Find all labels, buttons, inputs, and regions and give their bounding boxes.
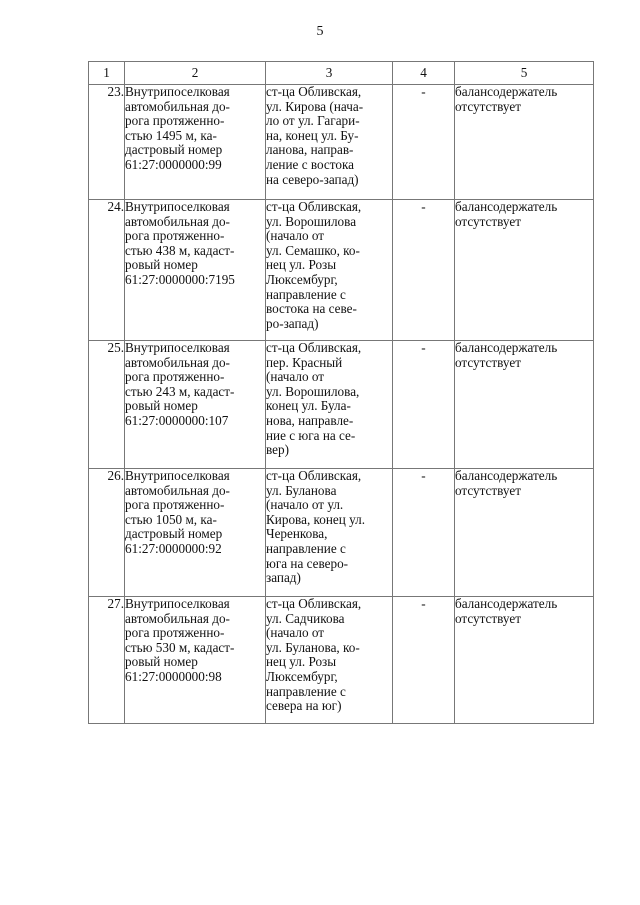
object-location-line: Люксембург, bbox=[266, 668, 338, 684]
object-location-line: севера на юг) bbox=[266, 698, 342, 714]
row-number: 24. bbox=[89, 200, 125, 341]
object-description-line: рога протяженно- bbox=[125, 497, 225, 513]
table-row bbox=[89, 85, 594, 200]
object-location bbox=[266, 469, 393, 597]
object-location-line: ление с востока bbox=[266, 156, 355, 172]
object-location-line: ст-ца Обливская, bbox=[266, 468, 362, 483]
balance-holder bbox=[455, 341, 594, 469]
object-description-line: дастровый номер bbox=[125, 142, 223, 158]
object-description bbox=[125, 341, 266, 469]
object-description-line: стью 438 м, кадаст- bbox=[125, 242, 235, 258]
object-location-line: (начало от bbox=[266, 369, 325, 385]
object-location-line: вер) bbox=[266, 442, 289, 458]
row-number: 27. bbox=[89, 597, 125, 724]
row-number: 23. bbox=[89, 85, 125, 200]
road-registry-table bbox=[88, 61, 594, 724]
object-description-line: Внутрипоселковая bbox=[125, 340, 230, 355]
object-location-line: ст-ца Обливская, bbox=[266, 340, 362, 355]
object-description bbox=[125, 85, 266, 200]
balance-holder-line: балансодержатель bbox=[455, 340, 558, 355]
object-location-line: направление с bbox=[266, 540, 346, 556]
table-header-row bbox=[89, 62, 594, 85]
registration-info: - bbox=[393, 85, 455, 200]
object-description-line: рога протяженно- bbox=[125, 625, 225, 641]
table-row bbox=[89, 341, 594, 469]
object-location-line: ул. Садчикова bbox=[266, 610, 345, 626]
column-header: 2 bbox=[125, 62, 266, 85]
table-row bbox=[89, 200, 594, 341]
balance-holder bbox=[455, 597, 594, 724]
object-location-line: Кирова, конец ул. bbox=[266, 511, 366, 527]
object-location-line: ро-запад) bbox=[266, 315, 319, 331]
object-description-line: автомобильная до- bbox=[125, 482, 230, 498]
balance-holder-line: балансодержатель bbox=[455, 468, 558, 483]
object-location bbox=[266, 597, 393, 724]
object-description-line: автомобильная до- bbox=[125, 98, 230, 114]
object-location-line: востока на севе- bbox=[266, 301, 357, 317]
object-location-line: Люксембург, bbox=[266, 271, 338, 287]
object-description-line: 61:27:0000000:92 bbox=[125, 540, 222, 556]
page-number: 5 bbox=[316, 24, 324, 39]
balance-holder-line: отсутствует bbox=[455, 213, 521, 229]
object-description-line: стью 530 м, кадаст- bbox=[125, 639, 235, 655]
object-location-line: ул. Буланова bbox=[266, 482, 337, 498]
table-row bbox=[89, 597, 594, 724]
object-description-line: автомобильная до- bbox=[125, 354, 230, 370]
row-number: 25. bbox=[89, 341, 125, 469]
column-header: 1 bbox=[89, 62, 125, 85]
object-location-line: ул. Кирова (нача- bbox=[266, 98, 364, 114]
object-description bbox=[125, 597, 266, 724]
object-description-line: 61:27:0000000:99 bbox=[125, 156, 222, 172]
column-header: 4 bbox=[393, 62, 455, 85]
object-description-line: стью 243 м, кадаст- bbox=[125, 383, 235, 399]
object-location-line: на, конец ул. Бу- bbox=[266, 127, 359, 143]
object-description-line: стью 1495 м, ка- bbox=[125, 127, 217, 143]
balance-holder-line: отсутствует bbox=[455, 610, 521, 626]
object-location-line: (начало от bbox=[266, 625, 325, 641]
object-location-line: направление с bbox=[266, 683, 346, 699]
object-description-line: ровый номер bbox=[125, 398, 198, 414]
object-location-line: пер. Красный bbox=[266, 354, 343, 370]
balance-holder bbox=[455, 85, 594, 200]
balance-holder-line: отсутствует bbox=[455, 354, 521, 370]
object-description-line: рога протяженно- bbox=[125, 228, 225, 244]
balance-holder-line: балансодержатель bbox=[455, 596, 558, 611]
object-location-line: ст-ца Обливская, bbox=[266, 596, 362, 611]
object-description-line: Внутрипоселковая bbox=[125, 468, 230, 483]
object-location-line: Черенкова, bbox=[266, 526, 328, 542]
object-description-line: ровый номер bbox=[125, 654, 198, 670]
column-header: 5 bbox=[455, 62, 594, 85]
object-location-line: нец ул. Розы bbox=[266, 257, 337, 273]
object-location bbox=[266, 341, 393, 469]
object-location-line: нец ул. Розы bbox=[266, 654, 337, 670]
registration-info: - bbox=[393, 469, 455, 597]
object-location-line: ул. Буланова, ко- bbox=[266, 639, 360, 655]
registration-info: - bbox=[393, 341, 455, 469]
object-description-line: дастровый номер bbox=[125, 526, 223, 542]
object-description-line: автомобильная до- bbox=[125, 213, 230, 229]
table-body bbox=[89, 85, 594, 724]
object-description-line: 61:27:0000000:7195 bbox=[125, 271, 235, 287]
object-location bbox=[266, 85, 393, 200]
object-location-line: направление с bbox=[266, 286, 346, 302]
object-location-line: запад) bbox=[266, 570, 301, 586]
object-location-line: юга на северо- bbox=[266, 555, 349, 571]
object-location-line: нова, направле- bbox=[266, 412, 354, 428]
object-location-line: ст-ца Обливская, bbox=[266, 199, 362, 214]
registration-info: - bbox=[393, 200, 455, 341]
object-location-line: конец ул. Була- bbox=[266, 398, 351, 414]
object-description-line: стью 1050 м, ка- bbox=[125, 511, 217, 527]
object-description-line: 61:27:0000000:98 bbox=[125, 668, 222, 684]
registration-info: - bbox=[393, 597, 455, 724]
object-description-line: 61:27:0000000:107 bbox=[125, 412, 229, 428]
object-location-line: ул. Ворошилова bbox=[266, 213, 357, 229]
balance-holder bbox=[455, 200, 594, 341]
object-location-line: на северо-запад) bbox=[266, 171, 359, 187]
object-location-line: ланова, направ- bbox=[266, 142, 354, 158]
row-number: 26. bbox=[89, 469, 125, 597]
balance-holder-line: отсутствует bbox=[455, 482, 521, 498]
balance-holder-line: балансодержатель bbox=[455, 84, 558, 99]
column-header: 3 bbox=[266, 62, 393, 85]
object-location-line: (начало от ул. bbox=[266, 497, 344, 513]
object-description bbox=[125, 200, 266, 341]
object-description bbox=[125, 469, 266, 597]
balance-holder-line: балансодержатель bbox=[455, 199, 558, 214]
balance-holder-line: отсутствует bbox=[455, 98, 521, 114]
object-location-line: ул. Ворошилова, bbox=[266, 383, 360, 399]
object-location-line: ние с юга на се- bbox=[266, 427, 356, 443]
object-location-line: ул. Семашко, ко- bbox=[266, 242, 360, 258]
object-location-line: ст-ца Обливская, bbox=[266, 84, 362, 99]
object-description-line: Внутрипоселковая bbox=[125, 199, 230, 214]
balance-holder bbox=[455, 469, 594, 597]
table-row bbox=[89, 469, 594, 597]
object-description-line: Внутрипоселковая bbox=[125, 596, 230, 611]
object-description-line: ровый номер bbox=[125, 257, 198, 273]
object-location bbox=[266, 200, 393, 341]
object-description-line: рога протяженно- bbox=[125, 113, 225, 129]
object-description-line: автомобильная до- bbox=[125, 610, 230, 626]
object-description-line: рога протяженно- bbox=[125, 369, 225, 385]
object-description-line: Внутрипоселковая bbox=[125, 84, 230, 99]
object-location-line: ло от ул. Гагари- bbox=[266, 113, 360, 129]
object-location-line: (начало от bbox=[266, 228, 325, 244]
